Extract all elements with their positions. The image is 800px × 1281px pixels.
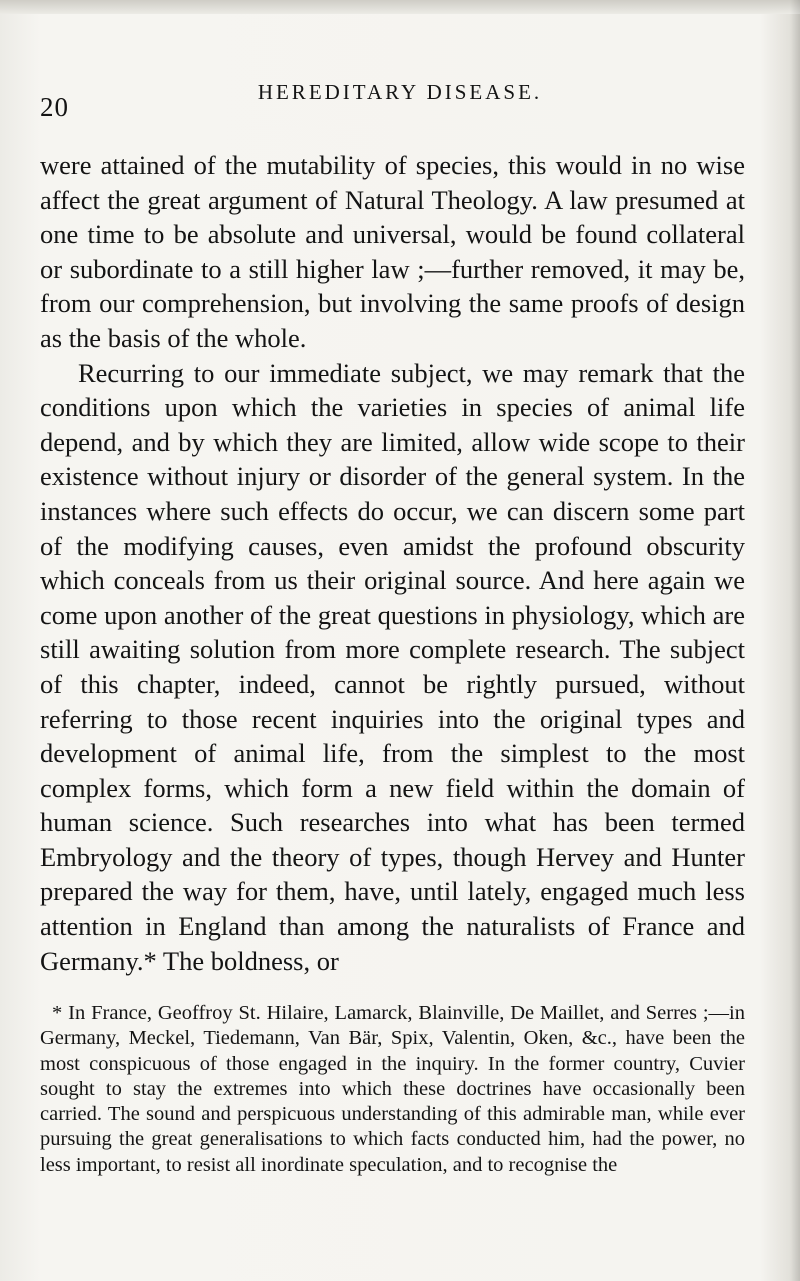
footnote: [40, 1001, 745, 1178]
running-head: HEREDITARY DISEASE.: [257, 80, 543, 104]
body-text: [40, 148, 745, 978]
paragraph-2: Recurring to our immediate subject, we may remark that the conditions upon which the varieties in species of animal life depend, and by which they are limited, allow wide scope to their existence without injury or disorder of the general system. In the instances where such effects do occur, we can discern some part of the modifying causes, even amidst the profound obscurity which conceals from us their original source. And here again we come upon another of the great questions in physiology, which are still awaiting solution from more complete research. The subject of this chapter, indeed, cannot be rightly pursued, without referring to those recent inquiries into the original types and development of animal life, from the simplest to the most complex forms, which form a new field within the domain of human science. Such researches into what has been termed Embryology and the theory of types, though Hervey and Hunter prepared the way for them, have, until lately, engaged much less attention in England than among the naturalists of France and Germany.* The boldness, or: [40, 357, 745, 976]
footnote-text: * In France, Geoffroy St. Hilaire, Lamarck, Blainville, De Maillet, and Serres ;—in Germany, Meckel, Tiedemann, Van Bär, Spix, Valentin, Oken, &c., have been the most conspicuous of those engaged in the inquiry. In the former country, Cuvier sought to stay the extremes into which these doctrines have occasionally been carried. The sound and perspicuous understanding of this admirable man, while ever pursuing the great generalisations to which facts conducted him, had the power, no less important, to resist all inordinate speculation, and to recognise the: [40, 1002, 745, 1176]
page-header: [0, 80, 800, 132]
page-number: 20: [40, 92, 69, 122]
paragraph-1: were attained of the mutability of species, this would in no wise affect the great argument of Natural Theology. A law presumed at one time to be absolute and universal, would be found collateral or subordinate to a still higher law ;—further removed, it may be, from our comprehension, but involving the same proofs of design as the basis of the whole.: [40, 150, 745, 353]
page-edge-shadow: [790, 0, 800, 1281]
